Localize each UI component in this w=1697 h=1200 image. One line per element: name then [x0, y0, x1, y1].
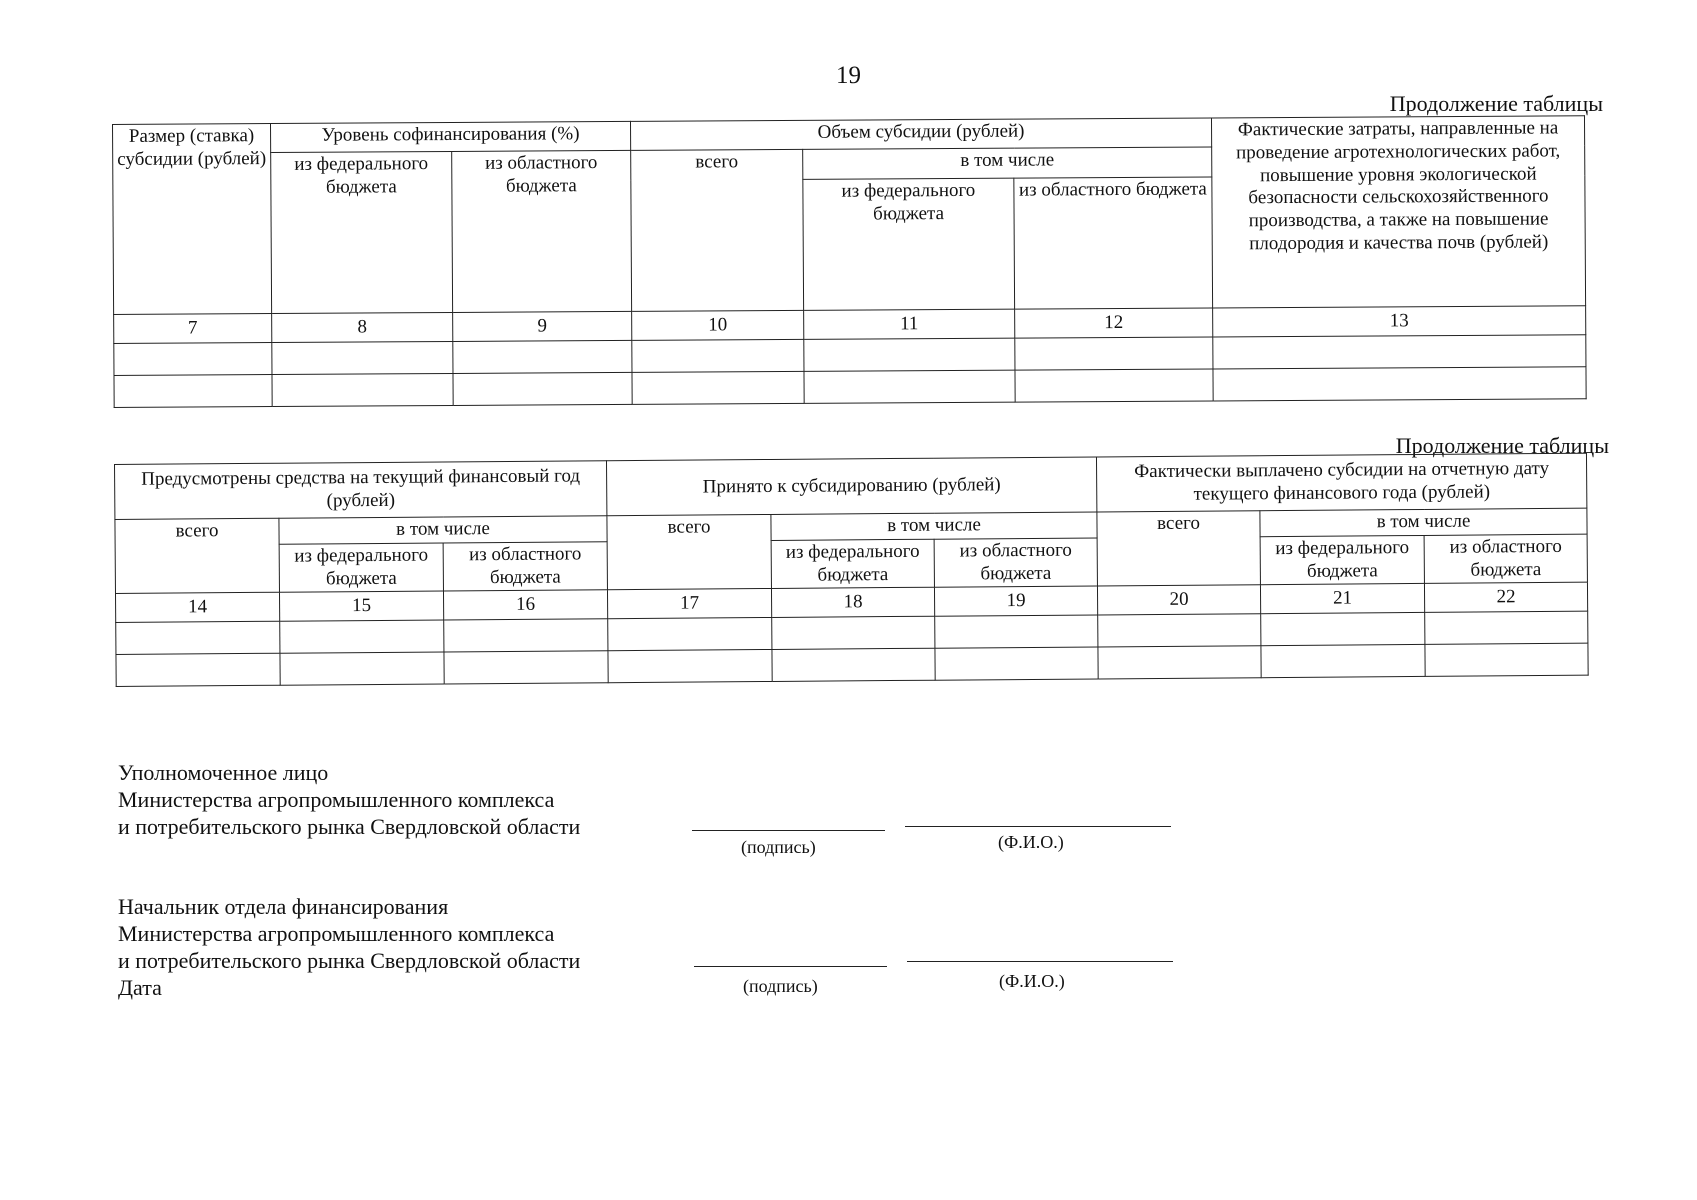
table-cell[interactable]	[272, 373, 453, 406]
signature-caption-1: (подпись)	[741, 837, 816, 857]
table-cell[interactable]	[453, 340, 632, 373]
table-cell[interactable]	[632, 371, 804, 404]
name-field-2[interactable]	[907, 961, 1173, 962]
table-cell[interactable]	[935, 615, 1098, 648]
signature-line-text: Министерства агропромышленного комплекса	[118, 921, 555, 946]
name-caption-2: (Ф.И.О.)	[999, 971, 1065, 991]
subsidy-table-part-2	[114, 453, 1589, 688]
header-volume-including: в том числе	[803, 147, 1212, 179]
signature-line-text: и потребительского рынка Свердловской области	[118, 948, 581, 973]
header-actual-costs: Фактические затраты, направленные на проведение агротехнологических работ, повышение уровня экологической безопасности сельскохозяйственного производства, а также на повышение плодородия и качества почв (рублей)	[1211, 116, 1585, 308]
header-accepted-regional: из областного бюджета	[934, 538, 1097, 588]
header-planned-regional: из областного бюджета	[443, 542, 607, 592]
header-planned-federal: из федерального бюджета	[279, 543, 443, 593]
header-actually-paid: Фактически выплачено субсидии на отчетную дату текущего финансового года (рублей)	[1097, 453, 1587, 512]
header-rate: Размер (ставка) субсидии (рублей)	[113, 124, 272, 315]
column-number: 12	[1015, 308, 1213, 338]
column-number: 14	[115, 593, 279, 623]
table-cell[interactable]	[1015, 369, 1213, 402]
column-number: 8	[272, 312, 453, 342]
table-cell[interactable]	[114, 343, 272, 376]
table-cell[interactable]	[772, 649, 935, 682]
header-volume-regional: из областного бюджета	[1014, 177, 1213, 309]
table-cell[interactable]	[608, 650, 772, 683]
column-number: 16	[443, 590, 607, 620]
table-cell[interactable]	[1098, 646, 1261, 679]
column-number: 22	[1425, 583, 1588, 613]
header-planned-funds: Предусмотрены средства на текущий финансовый год (рублей)	[115, 461, 607, 520]
header-cofin-federal: из федерального бюджета	[271, 151, 453, 313]
date-label: Дата	[118, 975, 162, 1000]
table-cell[interactable]	[114, 375, 272, 408]
column-number: 15	[279, 591, 443, 621]
table-cell[interactable]	[444, 619, 608, 652]
table-cell[interactable]	[804, 338, 1015, 371]
table-cell[interactable]	[1261, 645, 1425, 678]
signature-line-text: и потребительского рынка Свердловской области	[118, 814, 581, 839]
column-number: 10	[632, 310, 804, 340]
header-accepted-total: всего	[607, 514, 772, 590]
table-cell[interactable]	[1213, 367, 1586, 401]
header-volume-total: всего	[631, 149, 804, 311]
signature-line-text: Начальник отдела финансирования	[118, 894, 449, 919]
table-cell[interactable]	[935, 647, 1098, 680]
table-continuation-label-2: Продолжение таблицы	[1395, 433, 1609, 458]
table-cell[interactable]	[280, 620, 444, 653]
table-cell[interactable]	[1261, 613, 1425, 646]
header-cofin-regional: из областного бюджета	[452, 150, 632, 312]
table-cell[interactable]	[272, 341, 453, 374]
column-number: 13	[1213, 306, 1586, 337]
header-paid-including: в том числе	[1260, 508, 1587, 536]
column-number: 7	[114, 314, 272, 344]
table-cell[interactable]	[280, 652, 444, 685]
name-field-1[interactable]	[905, 826, 1171, 827]
table-cell[interactable]	[1098, 614, 1261, 647]
header-accepted: Принято к субсидированию (рублей)	[607, 457, 1097, 516]
table-cell[interactable]	[453, 372, 632, 405]
subsidy-table-part-1	[112, 115, 1587, 408]
column-number: 18	[772, 588, 935, 618]
header-accepted-including: в том числе	[771, 512, 1097, 540]
column-number: 20	[1098, 585, 1261, 615]
column-number: 9	[453, 311, 632, 341]
table-cell[interactable]	[1425, 612, 1588, 645]
header-accepted-federal: из федерального бюджета	[771, 539, 934, 589]
table-continuation-label-1: Продолжение таблицы	[1389, 91, 1603, 116]
table-cell[interactable]	[804, 370, 1015, 403]
signature-caption-2: (подпись)	[743, 976, 818, 996]
signature-block-authorized-person	[118, 759, 580, 840]
column-number: 19	[935, 586, 1098, 616]
header-paid-regional: из областного бюджета	[1424, 534, 1587, 584]
column-number: 11	[804, 309, 1015, 339]
header-subsidy-volume: Объем субсидии (рублей)	[630, 118, 1211, 150]
name-caption-1: (Ф.И.О.)	[998, 832, 1064, 852]
column-number: 17	[608, 589, 772, 619]
signature-field-2[interactable]	[694, 966, 887, 967]
signature-line-text: Министерства агропромышленного комплекса	[118, 787, 555, 812]
signature-block-finance-head	[118, 893, 580, 1001]
header-cofin-level: Уровень софинансирования (%)	[271, 121, 631, 152]
table-cell[interactable]	[1425, 644, 1588, 677]
header-paid-total: всего	[1097, 511, 1261, 587]
column-number: 21	[1261, 584, 1425, 614]
header-planned-including: в том числе	[279, 516, 607, 544]
table-cell[interactable]	[608, 618, 772, 651]
header-volume-federal: из федерального бюджета	[803, 178, 1015, 310]
header-paid-federal: из федерального бюджета	[1260, 535, 1424, 585]
table-cell[interactable]	[444, 651, 608, 684]
table-cell[interactable]	[632, 339, 804, 372]
page-number: 19	[836, 62, 861, 89]
signature-field-1[interactable]	[692, 830, 885, 831]
table-cell[interactable]	[772, 617, 935, 650]
header-planned-total: всего	[115, 518, 280, 594]
table-cell[interactable]	[116, 654, 280, 687]
signature-line-text: Уполномоченное лицо	[118, 760, 329, 785]
table-cell[interactable]	[1213, 335, 1586, 369]
table-cell[interactable]	[116, 622, 280, 655]
table-cell[interactable]	[1015, 337, 1213, 370]
